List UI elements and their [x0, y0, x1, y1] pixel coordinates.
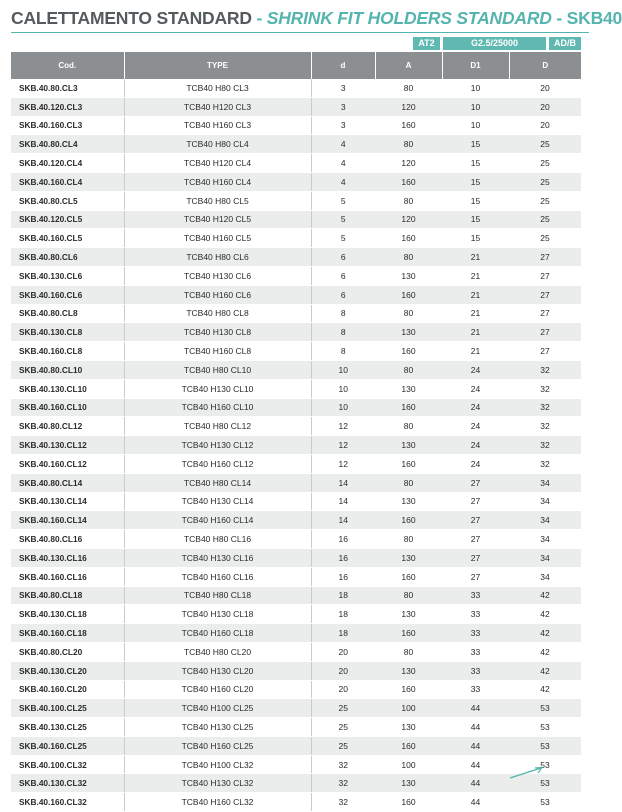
cell-col-d1: 15 [442, 191, 509, 210]
cell-col-code: SKB.40.130.CL12 [11, 436, 124, 455]
cell-col-d-outer: 25 [509, 135, 581, 154]
cell-col-d1: 44 [442, 699, 509, 718]
table-row [11, 417, 581, 436]
cell-col-type: TCB40 H160 CL3 [124, 116, 311, 135]
cell-col-code: SKB.40.80.CL3 [11, 79, 124, 97]
cell-col-d: 14 [311, 473, 375, 492]
cell-col-d-outer: 32 [509, 454, 581, 473]
cell-col-a: 130 [375, 436, 442, 455]
cell-col-type: TCB40 H130 CL18 [124, 605, 311, 624]
cell-col-d: 20 [311, 642, 375, 661]
cell-col-code: SKB.40.80.CL4 [11, 135, 124, 154]
cell-col-a: 100 [375, 755, 442, 774]
cell-col-code: SKB.40.130.CL25 [11, 718, 124, 737]
table-row [11, 793, 581, 812]
table-row [11, 342, 581, 361]
cell-col-d-outer: 34 [509, 567, 581, 586]
table-row [11, 229, 581, 248]
cell-col-d-outer: 34 [509, 511, 581, 530]
cell-col-code: SKB.40.130.CL14 [11, 492, 124, 511]
cell-col-d-outer: 25 [509, 191, 581, 210]
badge-coolant: AD/B [549, 37, 581, 50]
table-row [11, 548, 581, 567]
page-title [11, 8, 622, 29]
cell-col-type: TCB40 H160 CL20 [124, 680, 311, 699]
cell-col-a: 80 [375, 304, 442, 323]
cell-col-type: TCB40 H130 CL8 [124, 323, 311, 342]
cell-col-d: 16 [311, 567, 375, 586]
cell-col-d1: 21 [442, 304, 509, 323]
cell-col-d-outer: 20 [509, 79, 581, 97]
cell-col-d-outer: 53 [509, 718, 581, 737]
cell-col-code: SKB.40.80.CL18 [11, 586, 124, 605]
cell-col-d-outer: 42 [509, 642, 581, 661]
cell-col-d1: 33 [442, 642, 509, 661]
cell-col-d1: 44 [442, 774, 509, 793]
cell-col-d-outer: 53 [509, 755, 581, 774]
table-row [11, 323, 581, 342]
cell-col-type: TCB40 H160 CL10 [124, 398, 311, 417]
cell-col-d: 10 [311, 398, 375, 417]
table-row [11, 473, 581, 492]
cell-col-d: 5 [311, 191, 375, 210]
cell-col-d: 25 [311, 718, 375, 737]
cell-col-a: 80 [375, 135, 442, 154]
cell-col-d: 16 [311, 530, 375, 549]
cell-col-code: SKB.40.160.CL20 [11, 680, 124, 699]
cell-col-d-outer: 32 [509, 417, 581, 436]
cell-col-d: 16 [311, 548, 375, 567]
cell-col-d1: 27 [442, 492, 509, 511]
cell-col-a: 100 [375, 699, 442, 718]
cell-col-d: 4 [311, 172, 375, 191]
cell-col-a: 80 [375, 642, 442, 661]
title-separator: - [551, 8, 567, 28]
cell-col-d: 18 [311, 624, 375, 643]
cell-col-code: SKB.40.160.CL12 [11, 454, 124, 473]
table-row [11, 699, 581, 718]
cell-col-d-outer: 53 [509, 774, 581, 793]
cell-col-d: 18 [311, 586, 375, 605]
table-row [11, 379, 581, 398]
cell-col-code: SKB.40.100.CL25 [11, 699, 124, 718]
cell-col-code: SKB.40.160.CL5 [11, 229, 124, 248]
table-row [11, 266, 581, 285]
cell-col-a: 130 [375, 266, 442, 285]
cell-col-d-outer: 27 [509, 342, 581, 361]
table-row [11, 97, 581, 116]
cell-col-d-outer: 32 [509, 398, 581, 417]
cell-col-d: 25 [311, 736, 375, 755]
table-row [11, 492, 581, 511]
cell-col-type: TCB40 H130 CL12 [124, 436, 311, 455]
cell-col-d-outer: 25 [509, 172, 581, 191]
cell-col-d: 5 [311, 229, 375, 248]
cell-col-d1: 33 [442, 586, 509, 605]
cell-col-a: 130 [375, 661, 442, 680]
cell-col-d: 32 [311, 793, 375, 812]
cell-col-a: 120 [375, 210, 442, 229]
cell-col-a: 130 [375, 379, 442, 398]
product-table [11, 52, 581, 812]
cell-col-d: 8 [311, 304, 375, 323]
cell-col-d1: 33 [442, 661, 509, 680]
badge-attachment: AT2 [413, 37, 440, 50]
cell-col-code: SKB.40.120.CL4 [11, 154, 124, 173]
cell-col-d1: 44 [442, 755, 509, 774]
cell-col-code: SKB.40.160.CL25 [11, 736, 124, 755]
cell-col-type: TCB40 H160 CL6 [124, 285, 311, 304]
cell-col-type: TCB40 H80 CL14 [124, 473, 311, 492]
table-row [11, 154, 581, 173]
table-row [11, 586, 581, 605]
header-col-d-outer: D [509, 52, 581, 79]
cell-col-code: SKB.40.130.CL18 [11, 605, 124, 624]
cell-col-d1: 15 [442, 210, 509, 229]
cell-col-type: TCB40 H80 CL4 [124, 135, 311, 154]
cell-col-a: 160 [375, 511, 442, 530]
title-english: SHRINK FIT HOLDERS STANDARD [266, 8, 552, 28]
cell-col-d-outer: 20 [509, 97, 581, 116]
cell-col-d: 14 [311, 511, 375, 530]
table-body [11, 79, 581, 812]
cell-col-code: SKB.40.130.CL8 [11, 323, 124, 342]
cell-col-a: 160 [375, 116, 442, 135]
table-row [11, 755, 581, 774]
cell-col-type: TCB40 H80 CL5 [124, 191, 311, 210]
cell-col-a: 160 [375, 342, 442, 361]
cell-col-d: 20 [311, 661, 375, 680]
cell-col-a: 160 [375, 793, 442, 812]
cell-col-d: 32 [311, 774, 375, 793]
cell-col-a: 80 [375, 191, 442, 210]
cell-col-d-outer: 32 [509, 360, 581, 379]
cell-col-a: 80 [375, 417, 442, 436]
table-row [11, 79, 581, 97]
brand-swoosh-icon [508, 766, 544, 780]
cell-col-a: 160 [375, 680, 442, 699]
cell-col-d1: 21 [442, 266, 509, 285]
table-row [11, 454, 581, 473]
cell-col-d: 18 [311, 605, 375, 624]
cell-col-type: TCB40 H130 CL16 [124, 548, 311, 567]
cell-col-type: TCB40 H160 CL5 [124, 229, 311, 248]
table-row [11, 680, 581, 699]
cell-col-type: TCB40 H80 CL12 [124, 417, 311, 436]
cell-col-type: TCB40 H160 CL25 [124, 736, 311, 755]
cell-col-d-outer: 53 [509, 793, 581, 812]
cell-col-a: 130 [375, 548, 442, 567]
cell-col-d1: 10 [442, 79, 509, 97]
cell-col-code: SKB.40.130.CL10 [11, 379, 124, 398]
cell-col-type: TCB40 H130 CL6 [124, 266, 311, 285]
table-row [11, 135, 581, 154]
table-row [11, 774, 581, 793]
table-row [11, 304, 581, 323]
cell-col-d1: 24 [442, 398, 509, 417]
cell-col-code: SKB.40.160.CL3 [11, 116, 124, 135]
table-row [11, 398, 581, 417]
cell-col-d: 10 [311, 379, 375, 398]
cell-col-a: 130 [375, 605, 442, 624]
cell-col-code: SKB.40.80.CL20 [11, 642, 124, 661]
cell-col-type: TCB40 H120 CL3 [124, 97, 311, 116]
cell-col-type: TCB40 H100 CL32 [124, 755, 311, 774]
cell-col-type: TCB40 H80 CL8 [124, 304, 311, 323]
cell-col-a: 80 [375, 79, 442, 97]
table-row [11, 116, 581, 135]
cell-col-d-outer: 42 [509, 586, 581, 605]
cell-col-d1: 10 [442, 116, 509, 135]
cell-col-code: SKB.40.130.CL6 [11, 266, 124, 285]
cell-col-d1: 15 [442, 229, 509, 248]
table-header-row [11, 52, 581, 79]
cell-col-a: 160 [375, 172, 442, 191]
table-row [11, 436, 581, 455]
cell-col-type: TCB40 H160 CL12 [124, 454, 311, 473]
cell-col-type: TCB40 H80 CL6 [124, 248, 311, 267]
cell-col-code: SKB.40.80.CL8 [11, 304, 124, 323]
cell-col-a: 160 [375, 736, 442, 755]
cell-col-code: SKB.40.80.CL16 [11, 530, 124, 549]
cell-col-code: SKB.40.80.CL12 [11, 417, 124, 436]
cell-col-type: TCB40 H80 CL3 [124, 79, 311, 97]
cell-col-code: SKB.40.160.CL4 [11, 172, 124, 191]
title-underline [11, 32, 589, 33]
table-row [11, 624, 581, 643]
cell-col-d: 3 [311, 116, 375, 135]
cell-col-code: SKB.40.80.CL10 [11, 360, 124, 379]
cell-col-d-outer: 42 [509, 624, 581, 643]
cell-col-d: 8 [311, 342, 375, 361]
cell-col-code: SKB.40.160.CL18 [11, 624, 124, 643]
cell-col-type: TCB40 H160 CL32 [124, 793, 311, 812]
cell-col-d: 8 [311, 323, 375, 342]
cell-col-type: TCB40 H100 CL25 [124, 699, 311, 718]
cell-col-d: 3 [311, 97, 375, 116]
cell-col-d: 5 [311, 210, 375, 229]
cell-col-d1: 27 [442, 473, 509, 492]
cell-col-code: SKB.40.130.CL16 [11, 548, 124, 567]
cell-col-d-outer: 34 [509, 548, 581, 567]
table-row [11, 661, 581, 680]
cell-col-code: SKB.40.160.CL16 [11, 567, 124, 586]
cell-col-d-outer: 42 [509, 680, 581, 699]
cell-col-d: 32 [311, 755, 375, 774]
cell-col-code: SKB.40.120.CL3 [11, 97, 124, 116]
cell-col-d1: 15 [442, 135, 509, 154]
cell-col-d-outer: 34 [509, 492, 581, 511]
table-row [11, 360, 581, 379]
cell-col-d1: 44 [442, 736, 509, 755]
cell-col-type: TCB40 H130 CL20 [124, 661, 311, 680]
title-italian: CALETTAMENTO STANDARD [11, 8, 252, 28]
cell-col-d1: 27 [442, 511, 509, 530]
cell-col-code: SKB.40.120.CL5 [11, 210, 124, 229]
cell-col-d-outer: 53 [509, 699, 581, 718]
cell-col-d: 25 [311, 699, 375, 718]
cell-col-d-outer: 27 [509, 304, 581, 323]
cell-col-a: 130 [375, 718, 442, 737]
cell-col-d: 6 [311, 285, 375, 304]
cell-col-code: SKB.40.130.CL32 [11, 774, 124, 793]
cell-col-d1: 10 [442, 97, 509, 116]
cell-col-d1: 15 [442, 172, 509, 191]
cell-col-d1: 27 [442, 567, 509, 586]
cell-col-code: SKB.40.160.CL32 [11, 793, 124, 812]
cell-col-d1: 21 [442, 323, 509, 342]
cell-col-a: 130 [375, 492, 442, 511]
cell-col-type: TCB40 H160 CL18 [124, 624, 311, 643]
table-row [11, 210, 581, 229]
cell-col-d: 4 [311, 135, 375, 154]
cell-col-d-outer: 25 [509, 154, 581, 173]
cell-col-a: 80 [375, 586, 442, 605]
cell-col-d: 3 [311, 79, 375, 97]
cell-col-d-outer: 27 [509, 323, 581, 342]
cell-col-type: TCB40 H80 CL16 [124, 530, 311, 549]
cell-col-d1: 33 [442, 624, 509, 643]
table-row [11, 718, 581, 737]
cell-col-a: 120 [375, 97, 442, 116]
cell-col-d-outer: 25 [509, 229, 581, 248]
cell-col-code: SKB.40.160.CL14 [11, 511, 124, 530]
cell-col-d: 20 [311, 680, 375, 699]
cell-col-code: SKB.40.80.CL6 [11, 248, 124, 267]
cell-col-d1: 33 [442, 605, 509, 624]
cell-col-d: 12 [311, 417, 375, 436]
table-row [11, 605, 581, 624]
cell-col-d-outer: 27 [509, 285, 581, 304]
title-code: SKB40 [566, 8, 622, 28]
table-row [11, 530, 581, 549]
header-col-code: Cod. [11, 52, 124, 79]
cell-col-type: TCB40 H130 CL32 [124, 774, 311, 793]
cell-col-d: 12 [311, 436, 375, 455]
cell-col-d1: 24 [442, 360, 509, 379]
cell-col-d-outer: 32 [509, 436, 581, 455]
spec-badges [0, 37, 592, 51]
cell-col-a: 160 [375, 285, 442, 304]
cell-col-type: TCB40 H160 CL14 [124, 511, 311, 530]
cell-col-code: SKB.40.160.CL8 [11, 342, 124, 361]
header-col-a: A [375, 52, 442, 79]
header-col-d: d [311, 52, 375, 79]
cell-col-type: TCB40 H80 CL18 [124, 586, 311, 605]
cell-col-type: TCB40 H80 CL10 [124, 360, 311, 379]
cell-col-d1: 24 [442, 436, 509, 455]
cell-col-d-outer: 20 [509, 116, 581, 135]
cell-col-a: 160 [375, 454, 442, 473]
badge-balancing: G2.5/25000 [443, 37, 546, 50]
cell-col-d-outer: 25 [509, 210, 581, 229]
cell-col-type: TCB40 H130 CL25 [124, 718, 311, 737]
cell-col-d: 4 [311, 154, 375, 173]
cell-col-d-outer: 34 [509, 530, 581, 549]
cell-col-d1: 44 [442, 718, 509, 737]
cell-col-type: TCB40 H160 CL4 [124, 172, 311, 191]
cell-col-d: 6 [311, 248, 375, 267]
cell-col-a: 160 [375, 229, 442, 248]
cell-col-d1: 15 [442, 154, 509, 173]
table-row [11, 642, 581, 661]
cell-col-a: 80 [375, 248, 442, 267]
cell-col-d-outer: 32 [509, 379, 581, 398]
cell-col-type: TCB40 H120 CL5 [124, 210, 311, 229]
cell-col-type: TCB40 H80 CL20 [124, 642, 311, 661]
table-row [11, 248, 581, 267]
header-col-type: TYPE [124, 52, 311, 79]
cell-col-a: 130 [375, 774, 442, 793]
cell-col-code: SKB.40.80.CL14 [11, 473, 124, 492]
cell-col-d1: 24 [442, 417, 509, 436]
cell-col-d1: 44 [442, 793, 509, 812]
cell-col-d: 10 [311, 360, 375, 379]
cell-col-d-outer: 27 [509, 248, 581, 267]
cell-col-d1: 24 [442, 379, 509, 398]
cell-col-d1: 27 [442, 548, 509, 567]
cell-col-a: 130 [375, 323, 442, 342]
cell-col-type: TCB40 H120 CL4 [124, 154, 311, 173]
title-separator: - [251, 8, 267, 28]
cell-col-d1: 21 [442, 285, 509, 304]
table-row [11, 191, 581, 210]
cell-col-code: SKB.40.100.CL32 [11, 755, 124, 774]
header-col-d1: D1 [442, 52, 509, 79]
table-row [11, 567, 581, 586]
cell-col-code: SKB.40.80.CL5 [11, 191, 124, 210]
cell-col-type: TCB40 H130 CL10 [124, 379, 311, 398]
cell-col-type: TCB40 H160 CL16 [124, 567, 311, 586]
cell-col-code: SKB.40.160.CL6 [11, 285, 124, 304]
cell-col-d1: 21 [442, 248, 509, 267]
table-row [11, 511, 581, 530]
cell-col-type: TCB40 H130 CL14 [124, 492, 311, 511]
cell-col-a: 80 [375, 360, 442, 379]
cell-col-a: 120 [375, 154, 442, 173]
cell-col-d1: 33 [442, 680, 509, 699]
cell-col-a: 160 [375, 398, 442, 417]
table-row [11, 285, 581, 304]
cell-col-d-outer: 34 [509, 473, 581, 492]
table-row [11, 736, 581, 755]
cell-col-d: 12 [311, 454, 375, 473]
cell-col-a: 160 [375, 624, 442, 643]
cell-col-type: TCB40 H160 CL8 [124, 342, 311, 361]
cell-col-code: SKB.40.130.CL20 [11, 661, 124, 680]
cell-col-d: 14 [311, 492, 375, 511]
cell-col-d1: 27 [442, 530, 509, 549]
cell-col-a: 160 [375, 567, 442, 586]
cell-col-d-outer: 53 [509, 736, 581, 755]
cell-col-d: 6 [311, 266, 375, 285]
cell-col-d1: 21 [442, 342, 509, 361]
table-row [11, 172, 581, 191]
cell-col-d-outer: 42 [509, 605, 581, 624]
cell-col-d1: 24 [442, 454, 509, 473]
cell-col-code: SKB.40.160.CL10 [11, 398, 124, 417]
cell-col-d-outer: 27 [509, 266, 581, 285]
cell-col-d-outer: 42 [509, 661, 581, 680]
cell-col-a: 80 [375, 473, 442, 492]
cell-col-a: 80 [375, 530, 442, 549]
